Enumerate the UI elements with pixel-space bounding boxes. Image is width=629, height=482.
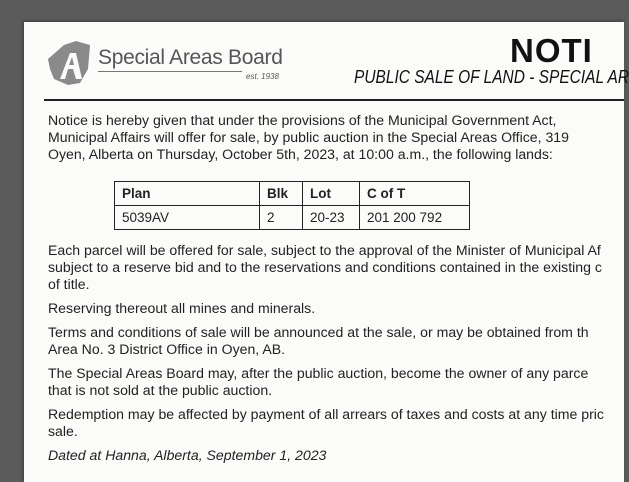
text-line: subject to a reserve bid and to the reservations and conditions contained in the existing c: [48, 259, 602, 275]
notice-subtitle: PUBLIC SALE OF LAND - SPECIAL AR: [354, 67, 629, 87]
lands-table: [114, 181, 470, 230]
text-line: Terms and conditions of sale will be announced at the sale, or may be obtained from th: [48, 324, 589, 340]
dated-line: Dated at Hanna, Alberta, September 1, 2023: [48, 447, 327, 463]
text-line: sale.: [48, 423, 78, 439]
column-header-cert-of-title: C of T: [360, 182, 470, 206]
text-line: The Special Areas Board may, after the public auction, become the owner of any parce: [48, 365, 589, 381]
column-header-blk: Blk: [260, 182, 303, 206]
text-line: of title.: [48, 276, 90, 292]
header-divider: [44, 99, 624, 101]
mines-minerals-paragraph: [48, 300, 608, 317]
text-line: Oyen, Alberta on Thursday, October 5th, 2023, at 10:00 a.m., the following lands:: [48, 146, 553, 162]
text-line: Notice is hereby given that under the provisions of the Municipal Government Act,: [48, 112, 557, 128]
cell-plan: 5039AV: [115, 206, 260, 230]
redemption-paragraph: [48, 406, 608, 440]
notice-document: [24, 22, 629, 482]
table-row: [115, 206, 470, 230]
lands-table-wrapper: [114, 181, 608, 230]
text-line: Reserving thereout all mines and minerals.: [48, 300, 316, 316]
brand-established: est. 1938: [246, 72, 279, 81]
text-line: that is not sold at the public auction.: [48, 382, 273, 398]
logo-divider: [98, 71, 242, 72]
notice-title: NOTI: [510, 32, 593, 69]
brand-name: Special Areas Board: [98, 46, 283, 69]
approval-paragraph: [48, 242, 608, 293]
special-areas-logo-icon: [46, 39, 92, 87]
column-header-plan: Plan: [115, 182, 260, 206]
cell-lot: 20-23: [303, 206, 360, 230]
terms-paragraph: [48, 324, 608, 358]
text-line: Area No. 3 District Office in Oyen, AB.: [48, 341, 286, 357]
text-line: Each parcel will be offered for sale, subject to the approval of the Minister of Municipal Af: [48, 242, 601, 258]
intro-paragraph: [48, 112, 608, 163]
text-line: Municipal Affairs will offer for sale, by public auction in the Special Areas Office, 319: [48, 129, 569, 145]
notice-body: [48, 112, 608, 471]
cell-cert-of-title: 201 200 792: [360, 206, 470, 230]
ownership-paragraph: [48, 365, 608, 399]
table-header-row: [115, 182, 470, 206]
text-line: Redemption may be affected by payment of all arrears of taxes and costs at any time pric: [48, 406, 604, 422]
column-header-lot: Lot: [303, 182, 360, 206]
cell-blk: 2: [260, 206, 303, 230]
